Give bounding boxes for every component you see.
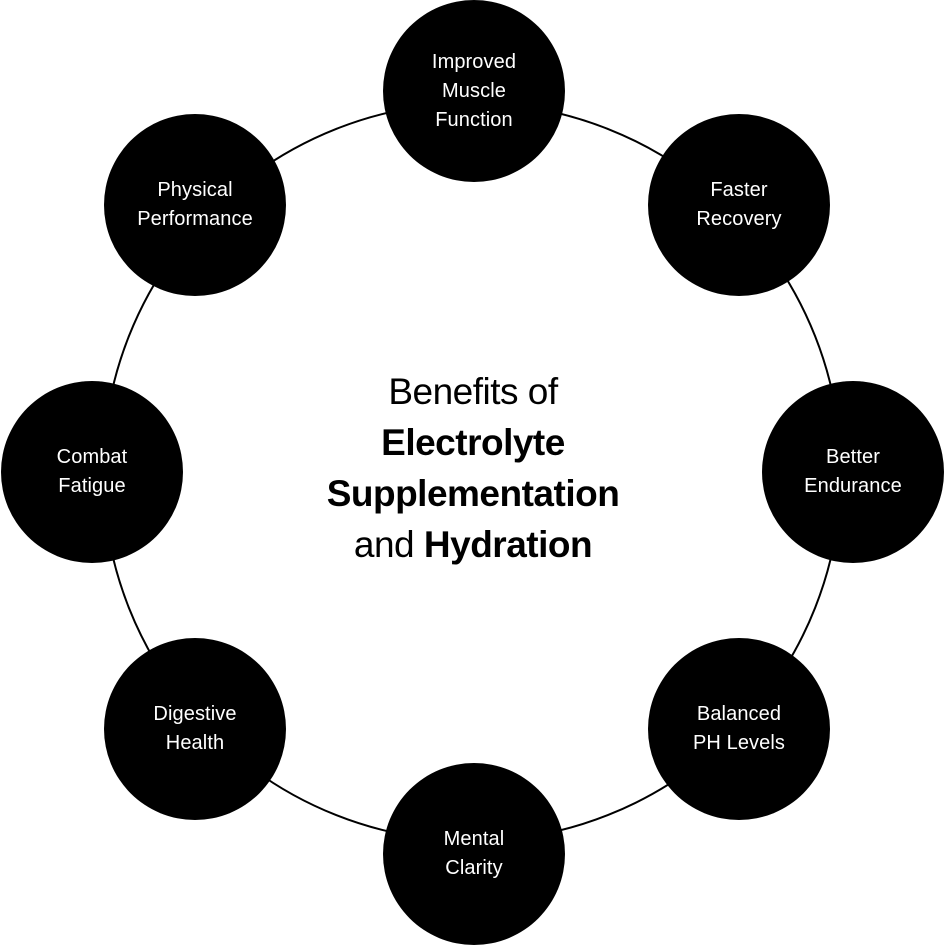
- benefit-label: Improved Muscle Function: [431, 50, 517, 131]
- benefit-node-faster-recovery: [648, 114, 830, 296]
- center-title-and: and: [353, 524, 415, 565]
- benefit-node-mental-clarity: [383, 763, 565, 945]
- benefit-label: Mental Clarity: [443, 828, 505, 879]
- benefit-label: Faster Recovery: [696, 179, 782, 230]
- center-title-line-3: Supplementation: [326, 473, 620, 514]
- benefit-node-better-endurance: [762, 381, 944, 563]
- center-title-line-1: Benefits of: [388, 371, 558, 412]
- benefit-label: Better Endurance: [804, 446, 902, 497]
- center-title-hydration: Hydration: [423, 524, 593, 565]
- benefit-node-combat-fatigue: [1, 381, 183, 563]
- benefit-node-improved-muscle-function: [383, 0, 565, 182]
- benefit-label: Balanced PH Levels: [692, 703, 786, 754]
- center-title-line-2: Electrolyte: [381, 422, 565, 463]
- benefit-label: Physical Performance: [137, 179, 253, 230]
- center-title: [273, 366, 673, 570]
- benefit-label: Combat Fatigue: [56, 446, 128, 497]
- benefit-node-balanced-ph-levels: [648, 638, 830, 820]
- center-title-line-4: [273, 519, 673, 570]
- benefit-node-digestive-health: [104, 638, 286, 820]
- benefit-label: Digestive Health: [153, 703, 237, 754]
- benefit-node-physical-performance: [104, 114, 286, 296]
